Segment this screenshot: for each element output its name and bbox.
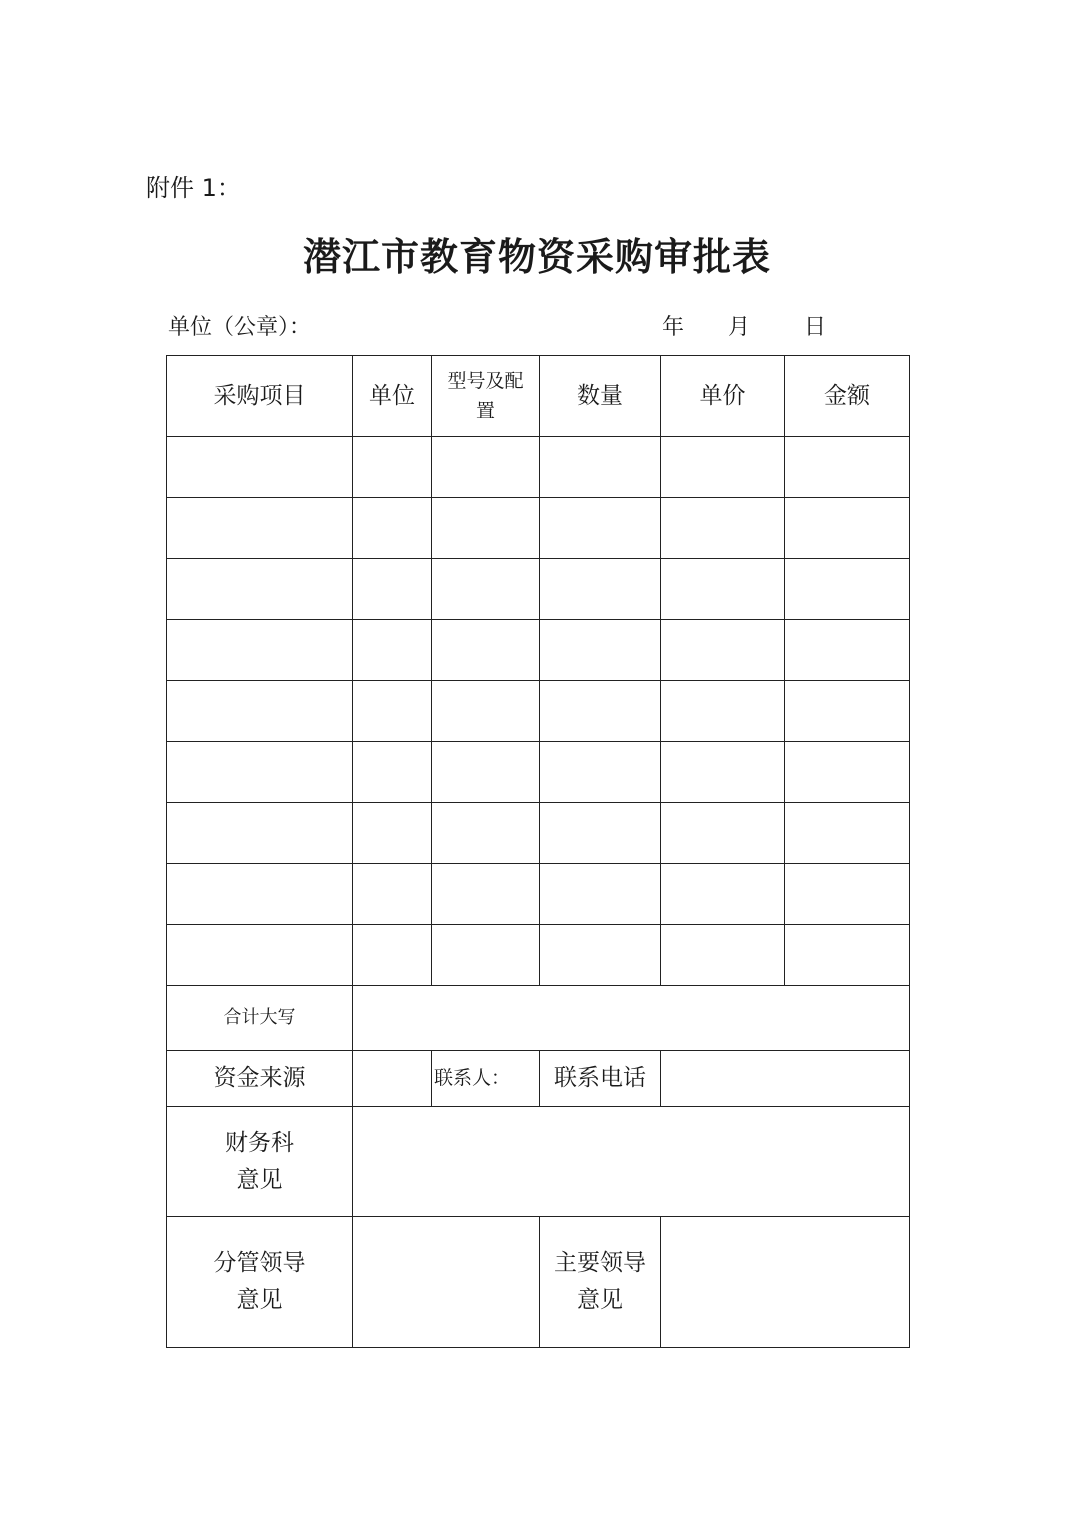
table-row bbox=[167, 681, 910, 742]
table-row bbox=[167, 559, 910, 620]
total-row bbox=[167, 986, 910, 1051]
header-row bbox=[167, 356, 910, 437]
col-header-unit: 单位 bbox=[353, 356, 432, 437]
main-label-line1: 主要领导 bbox=[554, 1250, 646, 1277]
cell-item[interactable] bbox=[167, 742, 353, 803]
contact-phone-label: 联系电话 bbox=[540, 1051, 661, 1107]
cell-model[interactable] bbox=[432, 559, 540, 620]
cell-quantity[interactable] bbox=[540, 498, 661, 559]
deputy-leader-label bbox=[167, 1217, 353, 1348]
col-header-quantity: 数量 bbox=[540, 356, 661, 437]
fund-source-field[interactable] bbox=[353, 1051, 432, 1107]
finance-row bbox=[167, 1107, 910, 1217]
cell-price[interactable] bbox=[661, 437, 785, 498]
cell-amount[interactable] bbox=[785, 620, 910, 681]
table-row bbox=[167, 864, 910, 925]
cell-quantity[interactable] bbox=[540, 742, 661, 803]
cell-amount[interactable] bbox=[785, 559, 910, 620]
cell-price[interactable] bbox=[661, 559, 785, 620]
date-day-label: 日 bbox=[804, 315, 827, 340]
form-title: 潜江市教育物资采购审批表 bbox=[302, 234, 771, 279]
table-row bbox=[167, 925, 910, 986]
cell-amount[interactable] bbox=[785, 498, 910, 559]
cell-amount[interactable] bbox=[785, 925, 910, 986]
cell-price[interactable] bbox=[661, 681, 785, 742]
finance-label-line1: 财务科 bbox=[225, 1129, 294, 1156]
cell-unit[interactable] bbox=[353, 620, 432, 681]
cell-price[interactable] bbox=[661, 620, 785, 681]
cell-unit[interactable] bbox=[353, 559, 432, 620]
contact-phone-field[interactable] bbox=[661, 1051, 910, 1107]
cell-model[interactable] bbox=[432, 925, 540, 986]
cell-item[interactable] bbox=[167, 498, 353, 559]
cell-price[interactable] bbox=[661, 925, 785, 986]
deputy-leader-field[interactable] bbox=[353, 1217, 540, 1348]
cell-item[interactable] bbox=[167, 864, 353, 925]
cell-model[interactable] bbox=[432, 620, 540, 681]
deputy-label-line2: 意见 bbox=[236, 1287, 283, 1313]
fund-source-label: 资金来源 bbox=[167, 1051, 353, 1107]
deputy-label-line1: 分管领导 bbox=[213, 1250, 306, 1277]
cell-amount[interactable] bbox=[785, 742, 910, 803]
unit-seal-label: 单位（公章）： bbox=[168, 315, 312, 340]
cell-model[interactable] bbox=[432, 498, 540, 559]
date-year-label: 年 bbox=[662, 315, 685, 340]
cell-price[interactable] bbox=[661, 742, 785, 803]
cell-quantity[interactable] bbox=[540, 620, 661, 681]
cell-amount[interactable] bbox=[785, 681, 910, 742]
cell-item[interactable] bbox=[167, 437, 353, 498]
cell-item[interactable] bbox=[167, 620, 353, 681]
cell-unit[interactable] bbox=[353, 437, 432, 498]
finance-label-line2: 意见 bbox=[236, 1166, 283, 1193]
cell-item[interactable] bbox=[167, 803, 353, 864]
total-label: 合计大写 bbox=[167, 986, 353, 1051]
table-row bbox=[167, 498, 910, 559]
table-row bbox=[167, 803, 910, 864]
cell-quantity[interactable] bbox=[540, 559, 661, 620]
cell-unit[interactable] bbox=[353, 498, 432, 559]
main-leader-label bbox=[540, 1217, 661, 1348]
cell-amount[interactable] bbox=[785, 437, 910, 498]
cell-price[interactable] bbox=[661, 864, 785, 925]
finance-opinion-label bbox=[167, 1107, 353, 1217]
main-leader-field[interactable] bbox=[661, 1217, 910, 1348]
cell-quantity[interactable] bbox=[540, 437, 661, 498]
col-header-amount: 金额 bbox=[785, 356, 910, 437]
cell-item[interactable] bbox=[167, 559, 353, 620]
main-label-line2: 意见 bbox=[577, 1287, 623, 1313]
cell-unit[interactable] bbox=[353, 925, 432, 986]
cell-model[interactable] bbox=[432, 742, 540, 803]
cell-item[interactable] bbox=[167, 925, 353, 986]
cell-price[interactable] bbox=[661, 803, 785, 864]
cell-amount[interactable] bbox=[785, 803, 910, 864]
cell-unit[interactable] bbox=[353, 864, 432, 925]
cell-model[interactable] bbox=[432, 803, 540, 864]
finance-opinion-field[interactable] bbox=[353, 1107, 910, 1217]
total-amount-field[interactable] bbox=[353, 986, 910, 1051]
cell-quantity[interactable] bbox=[540, 803, 661, 864]
table-row bbox=[167, 437, 910, 498]
cell-quantity[interactable] bbox=[540, 925, 661, 986]
col-header-item: 采购项目 bbox=[167, 356, 353, 437]
col-header-model-line1: 型号及配 bbox=[447, 369, 524, 392]
cell-quantity[interactable] bbox=[540, 864, 661, 925]
cell-price[interactable] bbox=[661, 498, 785, 559]
cell-amount[interactable] bbox=[785, 864, 910, 925]
table-row bbox=[167, 742, 910, 803]
cell-model[interactable] bbox=[432, 681, 540, 742]
cell-unit[interactable] bbox=[353, 803, 432, 864]
date-month-label: 月 bbox=[728, 315, 751, 340]
cell-unit[interactable] bbox=[353, 742, 432, 803]
funding-row bbox=[167, 1051, 910, 1107]
cell-model[interactable] bbox=[432, 864, 540, 925]
attachment-label: 附件 1： bbox=[146, 174, 241, 202]
col-header-price: 单价 bbox=[661, 356, 785, 437]
leader-row bbox=[167, 1217, 910, 1348]
contact-person-label: 联系人： bbox=[432, 1051, 540, 1107]
table-row bbox=[167, 620, 910, 681]
cell-unit[interactable] bbox=[353, 681, 432, 742]
col-header-model-line2: 置 bbox=[475, 400, 495, 422]
col-header-model bbox=[432, 356, 540, 437]
procurement-table bbox=[166, 355, 910, 1348]
cell-item[interactable] bbox=[167, 681, 353, 742]
cell-model[interactable] bbox=[432, 437, 540, 498]
cell-quantity[interactable] bbox=[540, 681, 661, 742]
